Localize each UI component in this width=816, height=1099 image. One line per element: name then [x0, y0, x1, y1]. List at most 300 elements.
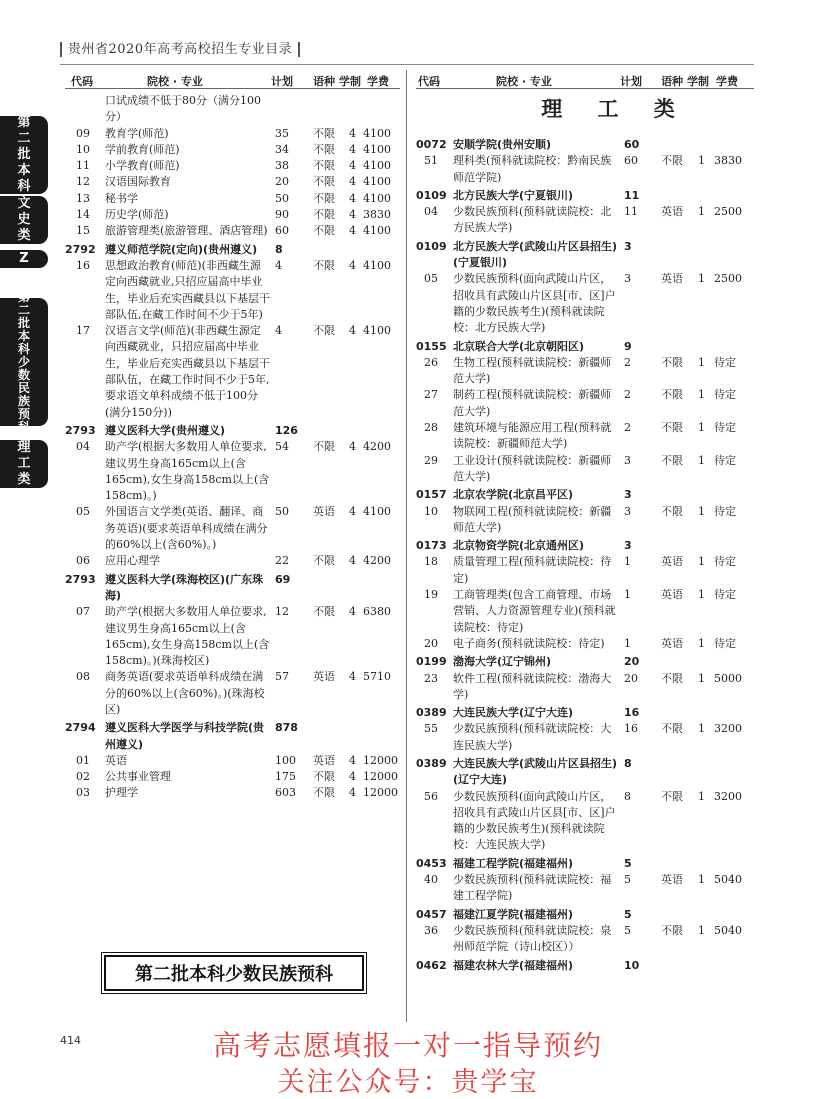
cell-name: 公共事业管理 [105, 770, 171, 784]
cell-name: 工商管理类(包含工商管理、市场营销、人力资源管理专业)(预科就读院校：待定) [453, 588, 616, 634]
cell-code: 10 [424, 504, 438, 518]
cell-code: 56 [424, 789, 438, 803]
cell-name: 少数民族预科(面向武陵山片区，招收具有武陵山片区县[市、区]户籍的少数民族考生)(预科就读院校：大连民族大学) [453, 789, 616, 852]
watermark-line-2: 关注公众号：贵学宝 [277, 1067, 539, 1098]
major-row [65, 504, 400, 553]
cell-code: 0199 [416, 655, 447, 669]
cell-fee: 2500 [714, 272, 742, 286]
major-row [65, 258, 400, 323]
cell-lang: 英语 [313, 670, 335, 684]
col-lang-header: 语种 [661, 75, 683, 88]
cell-fee: 4200 [363, 440, 391, 454]
major-row [416, 587, 754, 636]
school-row [416, 705, 754, 721]
cell-fee: 待定 [714, 453, 736, 467]
cell-name: 渤海大学(辽宁锦州) [453, 655, 552, 669]
cell-plan: 4 [275, 258, 282, 272]
cell-code: 0389 [416, 756, 447, 770]
cell-plan: 22 [275, 554, 289, 568]
major-row [416, 789, 754, 854]
cell-fee: 12000 [363, 786, 398, 800]
left-column-header [65, 72, 400, 89]
cell-name: 生物工程(预科就读院校：新疆师范大学) [453, 355, 612, 386]
cell-lang: 不限 [313, 770, 335, 784]
cell-code: 03 [76, 786, 90, 800]
cell-code: 18 [424, 555, 438, 569]
cell-code: 12 [76, 175, 90, 189]
cell-plan: 20 [624, 655, 640, 669]
col-lang-header: 语种 [313, 75, 335, 88]
cell-lang: 英语 [313, 505, 335, 519]
cell-dur: 1 [698, 789, 705, 803]
cell-name: 福建农林大学(福建福州) [453, 958, 574, 972]
cell-plan: 54 [275, 440, 289, 454]
right-column [416, 72, 754, 974]
school-row [416, 756, 754, 789]
cell-plan: 3 [624, 239, 632, 253]
cell-fee: 4100 [363, 159, 391, 173]
cell-dur: 4 [349, 224, 356, 238]
page-header: 贵州省2020年高考高校招生专业目录 [60, 42, 300, 57]
cell-code: 06 [76, 554, 90, 568]
cell-name: 少数民族预科(面向武陵山片区，招收具有武陵山片区县[市、区]户籍的少数民族考生)(预科就读院校：北方民族大学) [453, 272, 616, 335]
major-row [65, 126, 400, 142]
cell-plan: 100 [275, 753, 296, 767]
cell-fee: 5000 [714, 671, 742, 685]
major-row [65, 93, 400, 126]
cell-plan: 3 [624, 453, 631, 467]
cell-plan: 4 [275, 324, 282, 338]
cell-name: 遵义医科大学(贵州遵义) [105, 423, 226, 437]
major-row [65, 158, 400, 174]
school-row [416, 538, 754, 554]
cell-dur: 4 [349, 208, 356, 222]
cell-name: 北方民族大学(宁夏银川) [453, 188, 574, 202]
school-row [416, 487, 754, 503]
cell-plan: 11 [624, 188, 640, 202]
cell-fee: 3200 [714, 789, 742, 803]
cell-code: 02 [76, 770, 90, 784]
cell-name: 外国语言文学类(英语、翻译、商务英语)(要求英语单科成绩在满分的60%以上(含60%)。) [105, 505, 268, 552]
cell-code: 23 [424, 671, 438, 685]
major-row [65, 207, 400, 223]
cell-name: 小学教育(师范) [105, 159, 180, 173]
major-row [65, 439, 400, 504]
cell-lang: 不限 [313, 554, 335, 568]
cell-lang: 不限 [661, 154, 683, 168]
cell-dur: 4 [349, 505, 356, 519]
cell-lang: 英语 [661, 636, 683, 650]
cell-name: 少数民族预科(预科就读院校：福建工程学院) [453, 873, 612, 903]
cell-dur: 4 [349, 324, 356, 338]
major-row [65, 553, 400, 569]
cell-code: 07 [76, 605, 90, 619]
cell-fee: 12000 [363, 753, 398, 767]
major-row [65, 604, 400, 669]
cell-name: 大连民族大学(辽宁大连) [453, 706, 574, 720]
cell-name: 护理学 [105, 786, 138, 800]
cell-fee: 5710 [363, 670, 391, 684]
major-row [416, 721, 754, 754]
school-row [416, 907, 754, 923]
school-row [65, 242, 400, 258]
cell-code: 13 [76, 191, 90, 205]
side-tab-label: 文史类 [17, 196, 31, 243]
cell-name: 汉语国际教育 [105, 175, 171, 189]
cell-dur: 4 [349, 770, 356, 784]
col-school-header: 院校 · 专业 [496, 75, 552, 88]
cell-name: 少数民族预科(预科就读院校：泉州师范学院（诗山校区）） [453, 923, 612, 954]
cell-fee: 待定 [714, 636, 736, 650]
cell-fee: 3830 [714, 154, 742, 168]
cell-dur: 4 [349, 554, 356, 568]
cell-fee: 待定 [714, 355, 736, 369]
cell-plan: 3 [624, 272, 631, 286]
cell-plan: 10 [624, 958, 640, 972]
cell-dur: 4 [349, 258, 356, 272]
cell-plan: 69 [275, 572, 291, 586]
cell-lang: 英语 [661, 205, 683, 219]
column-divider [406, 70, 407, 1022]
col-dur-header: 学制 [687, 75, 709, 88]
cell-code: 0389 [416, 706, 447, 720]
cell-fee: 4100 [363, 175, 391, 189]
cell-dur: 1 [698, 272, 705, 286]
cell-fee: 4100 [363, 224, 391, 238]
cell-plan: 12 [275, 605, 289, 619]
cell-dur: 1 [698, 636, 705, 650]
cell-fee: 待定 [714, 421, 736, 435]
section-title: 理 工 类 [541, 97, 689, 121]
cell-code: 0173 [416, 539, 447, 553]
cell-fee: 4100 [363, 142, 391, 156]
cell-fee: 2500 [714, 205, 742, 219]
major-row [416, 153, 754, 186]
major-row [416, 271, 754, 336]
cell-plan: 8 [624, 756, 632, 770]
school-row [416, 339, 754, 355]
cell-name: 电子商务(预科就读院校：待定) [453, 636, 605, 650]
cell-code: 27 [424, 388, 438, 402]
cell-code: 04 [76, 440, 90, 454]
cell-name: 北方民族大学(武陵山片区县招生)(宁夏银川) [453, 239, 618, 270]
cell-plan: 2 [624, 355, 631, 369]
col-dur-header: 学制 [339, 75, 361, 88]
school-row [416, 654, 754, 670]
cell-plan: 5 [624, 873, 631, 887]
cell-code: 0072 [416, 138, 447, 151]
side-tab-label: Z [19, 251, 29, 266]
cell-name: 北京物资学院(北京通州区) [453, 539, 585, 553]
cell-dur: 4 [349, 670, 356, 684]
major-row [65, 174, 400, 190]
cell-dur: 1 [698, 671, 705, 685]
cell-code: 08 [76, 670, 90, 684]
left-column [65, 72, 400, 802]
cell-fee: 待定 [714, 555, 736, 569]
major-row [416, 504, 754, 537]
cell-code: 20 [424, 636, 438, 650]
cell-plan: 16 [624, 706, 640, 720]
page-number: 414 [60, 1034, 81, 1047]
cell-code: 36 [424, 923, 438, 937]
school-row [65, 423, 400, 439]
cell-plan: 9 [624, 339, 632, 353]
cell-plan: 8 [275, 242, 283, 256]
major-row [416, 204, 754, 237]
school-row [65, 720, 400, 753]
left-rows [65, 93, 400, 802]
major-row [65, 191, 400, 207]
col-code-header: 代码 [418, 75, 440, 88]
cell-name: 学前教育(师范) [105, 142, 180, 156]
cell-plan: 16 [624, 722, 638, 736]
cell-plan: 603 [275, 786, 296, 800]
cell-dur: 1 [698, 388, 705, 402]
cell-name: 助产学(根据大多数用人单位要求,建议男生身高165cm以上(含165cm),女生身高158cm以上(含158cm)。)(珠海校区) [105, 605, 270, 668]
major-row [416, 355, 754, 388]
cell-code: 16 [76, 258, 90, 272]
cell-lang: 不限 [661, 923, 683, 937]
cell-code: 17 [76, 324, 90, 338]
cell-plan: 878 [275, 721, 298, 735]
major-row [416, 453, 754, 486]
cell-fee: 12000 [363, 770, 398, 784]
cell-lang: 不限 [661, 421, 683, 435]
cell-name: 福建江夏学院(福建福州) [453, 907, 574, 921]
side-tab-arts[interactable] [0, 196, 48, 244]
cell-code: 2792 [65, 242, 96, 256]
cell-lang: 不限 [313, 208, 335, 222]
cell-plan: 175 [275, 770, 296, 784]
cell-name: 物联网工程(预科就读院校：新疆师范大学) [453, 504, 612, 534]
cell-lang: 不限 [313, 605, 335, 619]
cell-plan: 3 [624, 539, 632, 553]
school-row [416, 188, 754, 204]
cell-lang: 不限 [313, 191, 335, 205]
cell-name: 汉语言文学(师范)(非西藏生源定向西藏就业，只招应届高中毕业生，毕业后充实西藏县以下基层干部队伍，在藏工作时间不少于5年,要求语文单科成绩不低于100分(满分150分)) [105, 324, 270, 419]
major-row [416, 554, 754, 587]
right-rows [416, 137, 754, 974]
cell-plan: 3 [624, 488, 632, 502]
cell-code: 28 [424, 421, 438, 435]
cell-name: 秘书学 [105, 191, 138, 205]
cell-plan: 20 [624, 671, 638, 685]
side-tab-batch2[interactable] [0, 116, 48, 194]
cell-fee: 4100 [363, 126, 391, 140]
major-row [416, 872, 754, 905]
cell-name: 质量管理工程(预科就读院校：待定) [453, 555, 612, 585]
school-row [65, 572, 400, 605]
cell-plan: 57 [275, 670, 289, 684]
side-tab-z[interactable] [0, 250, 48, 268]
col-plan-header: 计划 [620, 75, 642, 88]
major-row [416, 420, 754, 453]
school-row [416, 958, 754, 974]
header-rule [60, 64, 754, 65]
cell-code: 05 [76, 505, 90, 519]
cell-code: 2793 [65, 572, 96, 586]
cell-plan: 1 [624, 588, 631, 602]
cell-lang: 不限 [313, 126, 335, 140]
cell-lang: 不限 [661, 388, 683, 402]
cell-plan: 8 [624, 789, 631, 803]
cell-dur: 4 [349, 191, 356, 205]
major-row [65, 769, 400, 785]
cell-name: 历史学(师范) [105, 208, 169, 222]
cell-code: 0157 [416, 488, 447, 502]
cell-dur: 1 [698, 154, 705, 168]
cell-code: 0109 [416, 239, 447, 253]
cell-code: 29 [424, 453, 438, 467]
major-row [416, 387, 754, 420]
major-row [416, 671, 754, 704]
cell-fee: 4200 [363, 554, 391, 568]
cell-code: 11 [76, 159, 90, 173]
cell-dur: 1 [698, 555, 705, 569]
cell-name: 旅游管理类(旅游管理、酒店管理) [105, 224, 268, 238]
cell-code: 0462 [416, 958, 447, 972]
cell-lang: 不限 [313, 440, 335, 454]
cell-lang: 不限 [313, 224, 335, 238]
watermark-line-1: 高考志愿填报一对一指导预约 [212, 1029, 603, 1062]
cell-dur: 1 [698, 205, 705, 219]
cell-code: 0457 [416, 907, 447, 921]
cell-lang: 英语 [661, 873, 683, 887]
cell-dur: 1 [698, 421, 705, 435]
cell-lang: 不限 [313, 324, 335, 338]
cell-plan: 34 [275, 142, 289, 156]
cell-name: 制药工程(预科就读院校：新疆师范大学) [453, 388, 612, 418]
cell-lang: 不限 [313, 258, 335, 272]
cell-plan: 5 [624, 907, 632, 921]
cell-name: 工业设计(预科就读院校：新疆师范大学) [453, 453, 612, 483]
major-row [65, 785, 400, 801]
cell-plan: 60 [275, 224, 289, 238]
major-row [65, 223, 400, 239]
cell-code: 14 [76, 208, 90, 222]
cell-dur: 4 [349, 175, 356, 189]
cell-name: 理科类(预科就读院校：黔南民族师范学院) [453, 154, 612, 184]
cell-lang: 不限 [661, 355, 683, 369]
cell-plan: 126 [275, 423, 298, 437]
cell-name: 商务英语(要求英语单科成绩在满分的60%以上(含60%)。)(珠海校区) [105, 670, 265, 716]
major-row [416, 636, 754, 652]
cell-fee: 待定 [714, 588, 736, 602]
cell-code: 26 [424, 355, 438, 369]
cell-code: 51 [424, 154, 438, 168]
cell-fee: 5040 [714, 873, 742, 887]
side-tab-label: 理工类 [17, 440, 31, 487]
right-column-header [416, 72, 754, 89]
cell-code: 55 [424, 722, 438, 736]
cell-code: 15 [76, 224, 90, 238]
cell-name: 应用心理学 [105, 554, 160, 568]
cell-dur: 4 [349, 142, 356, 156]
cell-code: 40 [424, 873, 438, 887]
cell-name: 英语 [105, 753, 127, 767]
cell-code: 19 [424, 588, 438, 602]
cell-name: 少数民族预科(预科就读院校：北方民族大学) [453, 205, 612, 235]
side-tab-label: 第二批本科 [17, 115, 31, 194]
major-row [65, 142, 400, 158]
cell-lang: 不限 [661, 453, 683, 467]
cell-fee: 6380 [363, 605, 391, 619]
col-plan-header: 计划 [271, 75, 293, 88]
cell-name: 少数民族预科(预科就读院校：大连民族大学) [453, 722, 612, 752]
side-tab-science[interactable] [0, 440, 48, 488]
side-tab-minority-prep[interactable] [0, 289, 48, 434]
cell-code: 10 [76, 142, 90, 156]
cell-dur: 4 [349, 126, 356, 140]
cell-name: 建筑环境与能源应用工程(预科就读院校：新疆师范大学) [453, 421, 612, 451]
cell-fee: 4100 [363, 258, 391, 272]
cell-name: 软件工程(预科就读院校：渤海大学) [453, 671, 612, 701]
cell-dur: 1 [698, 588, 705, 602]
cell-code: 09 [76, 126, 90, 140]
cell-lang: 不限 [313, 786, 335, 800]
cell-plan: 35 [275, 126, 289, 140]
cell-fee: 4100 [363, 191, 391, 205]
cell-lang: 英语 [661, 588, 683, 602]
cell-plan: 60 [624, 138, 640, 151]
major-row [65, 669, 400, 718]
cell-code: 01 [76, 753, 90, 767]
cell-dur: 1 [698, 504, 705, 518]
cell-lang: 不限 [313, 175, 335, 189]
cell-plan: 2 [624, 421, 631, 435]
cell-dur: 4 [349, 786, 356, 800]
cell-name: 遵义医科大学(珠海校区)(广东珠海) [105, 572, 264, 602]
cell-lang: 英语 [661, 555, 683, 569]
cell-fee: 待定 [714, 388, 736, 402]
cell-lang: 不限 [313, 142, 335, 156]
major-row [416, 923, 754, 956]
cell-plan: 2 [624, 388, 631, 402]
cell-name: 安顺学院(贵州安顺) [453, 138, 552, 151]
col-fee-header: 学费 [716, 75, 738, 88]
cell-lang: 英语 [661, 272, 683, 286]
cell-lang: 英语 [313, 753, 335, 767]
cell-name: 思想政治教育(师范)(非西藏生源定向西藏就业,只招应届高中毕业生，毕业后充实西藏县以下基层干部队伍,在藏工作时间不少于5年) [105, 258, 270, 321]
cell-dur: 1 [698, 355, 705, 369]
cell-dur: 4 [349, 753, 356, 767]
cell-dur: 1 [698, 722, 705, 736]
col-school-header: 院校 · 专业 [147, 75, 203, 88]
cell-code: 04 [424, 205, 438, 219]
cell-fee: 3200 [714, 722, 742, 736]
cell-name: 北京农学院(北京昌平区) [453, 488, 574, 502]
side-tab-label: 第二批本科少数民族预科 [17, 289, 30, 434]
cell-plan: 3 [624, 504, 631, 518]
cell-dur: 4 [349, 605, 356, 619]
cell-dur: 4 [349, 159, 356, 173]
cell-fee: 4100 [363, 505, 391, 519]
cell-dur: 1 [698, 873, 705, 887]
major-row [65, 323, 400, 421]
cell-plan: 11 [624, 205, 638, 219]
cell-plan: 1 [624, 636, 631, 650]
cell-name: 口试成绩不低于80分（满分100分） [105, 94, 261, 124]
cell-code: 2793 [65, 423, 96, 437]
cell-name: 遵义医科大学医学与科技学院(贵州遵义) [105, 721, 265, 751]
cell-plan: 20 [275, 175, 289, 189]
cell-dur: 1 [698, 923, 705, 937]
cell-plan: 90 [275, 208, 289, 222]
cell-plan: 50 [275, 191, 289, 205]
cell-code: 2794 [65, 721, 96, 735]
cell-name: 福建工程学院(福建福州) [453, 856, 574, 870]
